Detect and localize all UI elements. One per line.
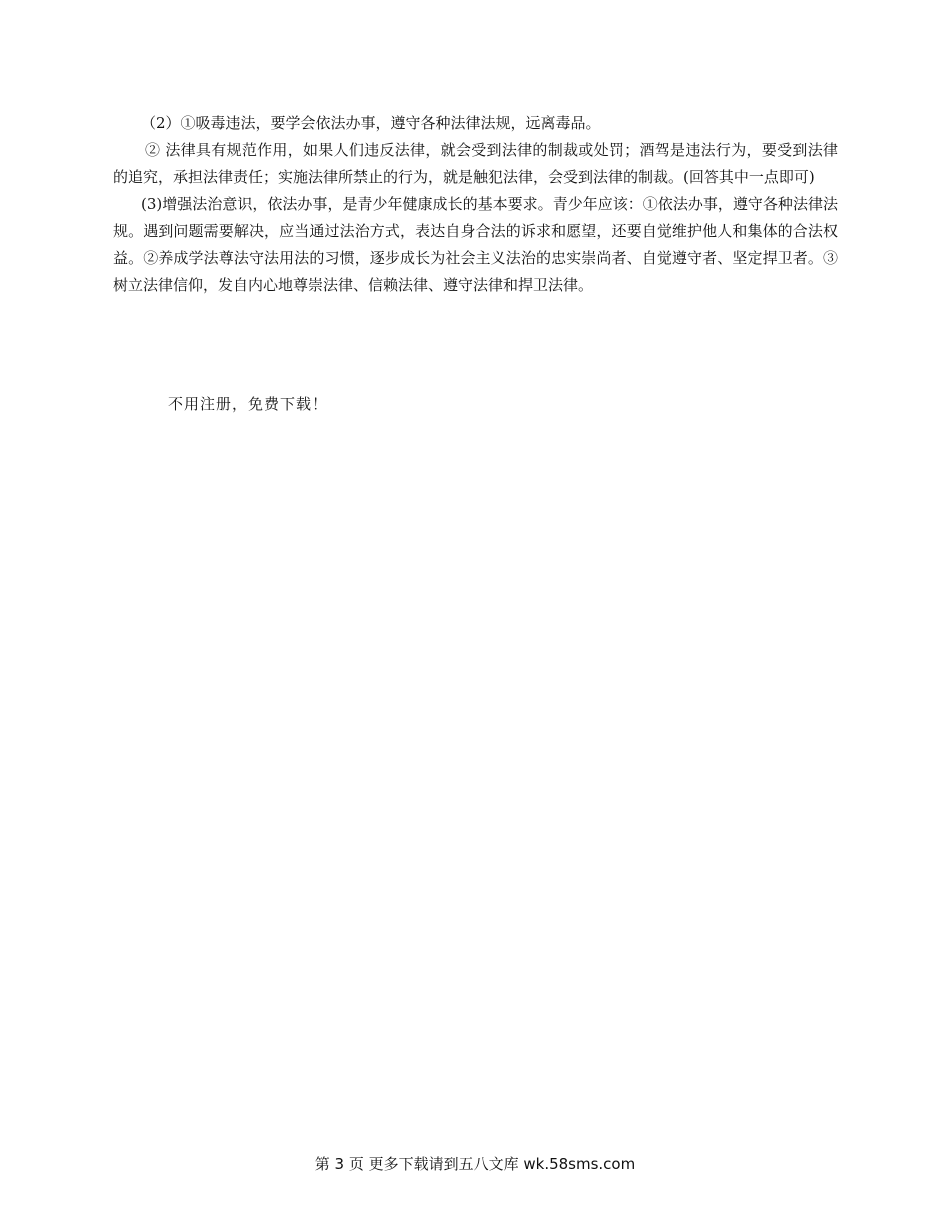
- download-note: 不用注册，免费下载！: [168, 395, 329, 413]
- answer-paragraph-3: (3)增强法治意识，依法办事，是青少年健康成长的基本要求。青少年应该：①依法办事，遵守各种法律法规。遇到问题需要解决，应当通过法治方式，表达自身合法的诉求和愿望，还要自觉维护他人和集体的合法权益。②养成学法尊法守法用法的习惯，逐步成长为社会主义法治的忠实崇尚者、自觉遵守者、坚定捍卫者。③树立法律信仰，发自内心地尊崇法律、信赖法律、遵守法律和捍卫法律。: [113, 195, 838, 294]
- answer-paragraph-2: （2）①吸毒违法，要学会依法办事，遵守各种法律法规，远离毒品。: [141, 114, 601, 132]
- answer-content: [113, 110, 838, 299]
- answer-paragraph-2-sub: ② 法律具有规范作用，如果人们违反法律，就会受到法律的制裁或处罚；酒驾是违法行为，要受到法律的追究，承担法律责任；实施法律所禁止的行为，就是触犯法律，会受到法律的制裁。(回答其中一点即可): [113, 141, 838, 186]
- page-footer: 第 3 页 更多下载请到五八文库 wk.58sms.com: [314, 1155, 636, 1173]
